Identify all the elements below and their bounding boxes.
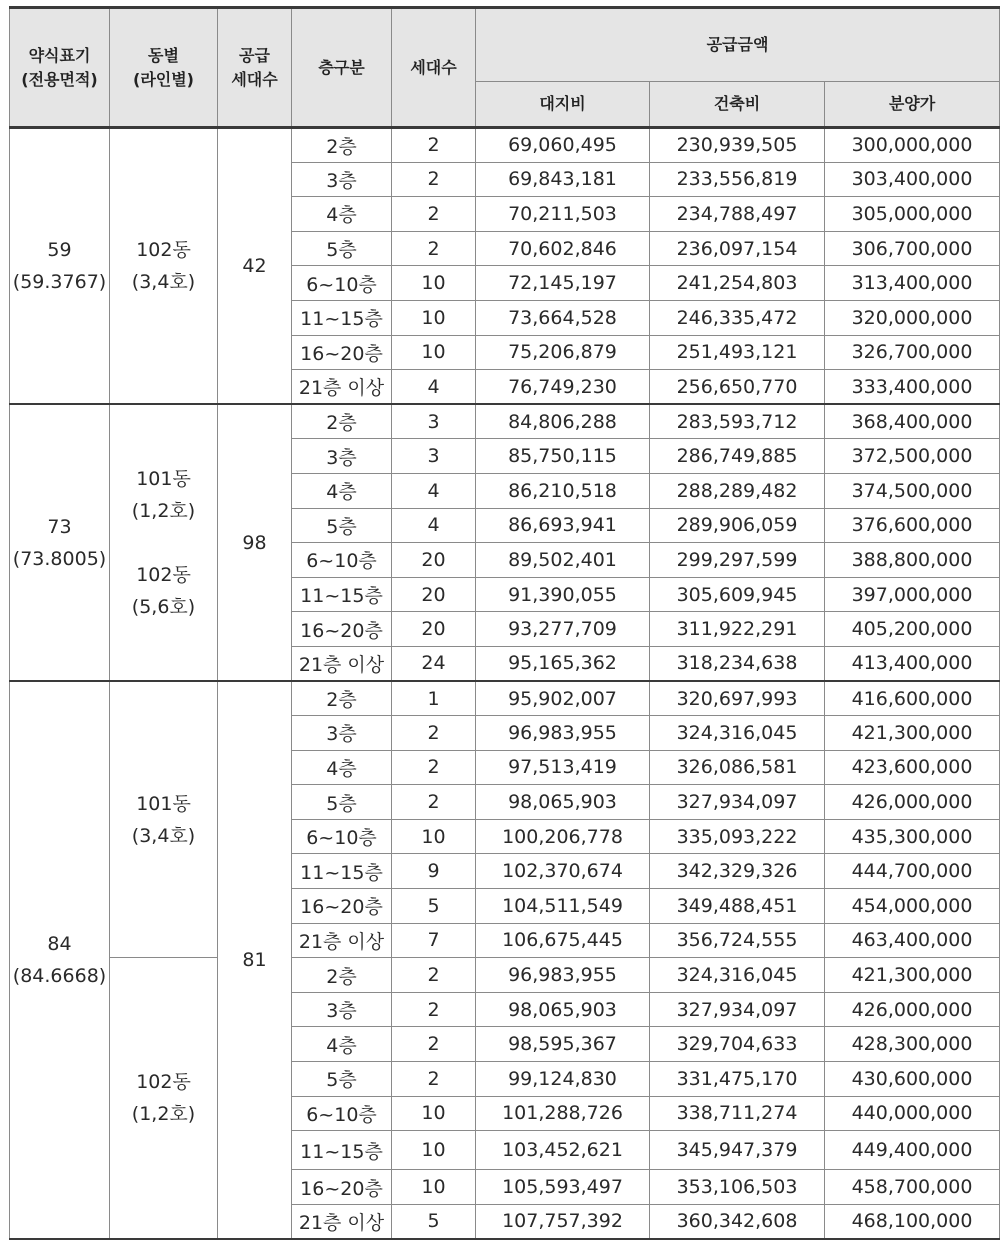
floor-cell: 4층 xyxy=(292,750,392,785)
units-cell: 10 xyxy=(392,1170,476,1205)
units-cell: 5 xyxy=(392,889,476,924)
land-cost-cell: 86,693,941 xyxy=(476,508,650,543)
units-cell: 7 xyxy=(392,923,476,958)
supply-units-cell: 42 xyxy=(218,128,292,405)
floor-cell: 5층 xyxy=(292,508,392,543)
units-cell: 4 xyxy=(392,508,476,543)
building-cost-cell: 241,254,803 xyxy=(650,266,825,301)
floor-cell: 11~15층 xyxy=(292,1131,392,1170)
units-cell: 2 xyxy=(392,750,476,785)
units-cell: 2 xyxy=(392,231,476,266)
building-cost-cell: 230,939,505 xyxy=(650,128,825,163)
building-cost-cell: 246,335,472 xyxy=(650,300,825,335)
table-row xyxy=(10,958,1000,993)
header-supply-amount: 공급금액 xyxy=(476,8,1000,82)
land-cost-cell: 103,452,621 xyxy=(476,1131,650,1170)
land-cost-cell: 95,165,362 xyxy=(476,646,650,681)
floor-cell: 6~10층 xyxy=(292,266,392,301)
building-cost-cell: 338,711,274 xyxy=(650,1096,825,1131)
header-dong: 동별 (라인별) xyxy=(110,8,218,128)
units-cell: 20 xyxy=(392,612,476,647)
floor-cell: 5층 xyxy=(292,1062,392,1097)
building-cost-cell: 289,906,059 xyxy=(650,508,825,543)
units-cell: 5 xyxy=(392,1204,476,1239)
building-cost-cell: 349,488,451 xyxy=(650,889,825,924)
land-cost-cell: 98,595,367 xyxy=(476,1027,650,1062)
sale-price-cell: 413,400,000 xyxy=(825,646,1000,681)
building-cost-cell: 327,934,097 xyxy=(650,992,825,1027)
sale-price-cell: 440,000,000 xyxy=(825,1096,1000,1131)
land-cost-cell: 96,983,955 xyxy=(476,958,650,993)
land-cost-cell: 97,513,419 xyxy=(476,750,650,785)
dong-line-cell: 101동 (3,4호) xyxy=(110,681,218,958)
sale-price-cell: 300,000,000 xyxy=(825,128,1000,163)
sale-price-cell: 421,300,000 xyxy=(825,716,1000,751)
land-cost-cell: 70,211,503 xyxy=(476,197,650,232)
header-floor: 층구분 xyxy=(292,8,392,128)
sale-price-cell: 326,700,000 xyxy=(825,335,1000,370)
dong-line-cell: 101동 (1,2호) 102동 (5,6호) xyxy=(110,404,218,681)
building-cost-cell: 329,704,633 xyxy=(650,1027,825,1062)
land-cost-cell: 89,502,401 xyxy=(476,543,650,578)
sale-price-cell: 435,300,000 xyxy=(825,819,1000,854)
land-cost-cell: 106,675,445 xyxy=(476,923,650,958)
building-cost-cell: 251,493,121 xyxy=(650,335,825,370)
units-cell: 2 xyxy=(392,1027,476,1062)
units-cell: 24 xyxy=(392,646,476,681)
building-cost-cell: 356,724,555 xyxy=(650,923,825,958)
floor-cell: 4층 xyxy=(292,197,392,232)
sale-price-cell: 333,400,000 xyxy=(825,370,1000,405)
units-cell: 9 xyxy=(392,854,476,889)
floor-cell: 2층 xyxy=(292,958,392,993)
floor-cell: 3층 xyxy=(292,162,392,197)
header-land-cost: 대지비 xyxy=(476,82,650,128)
units-cell: 20 xyxy=(392,543,476,578)
sale-price-cell: 306,700,000 xyxy=(825,231,1000,266)
land-cost-cell: 72,145,197 xyxy=(476,266,650,301)
floor-cell: 5층 xyxy=(292,785,392,820)
building-cost-cell: 299,297,599 xyxy=(650,543,825,578)
units-cell: 2 xyxy=(392,1062,476,1097)
floor-cell: 21층 이상 xyxy=(292,1204,392,1239)
units-cell: 20 xyxy=(392,577,476,612)
land-cost-cell: 96,983,955 xyxy=(476,716,650,751)
sale-price-cell: 376,600,000 xyxy=(825,508,1000,543)
land-cost-cell: 101,288,726 xyxy=(476,1096,650,1131)
sale-price-cell: 449,400,000 xyxy=(825,1131,1000,1170)
building-cost-cell: 320,697,993 xyxy=(650,681,825,716)
building-cost-cell: 324,316,045 xyxy=(650,716,825,751)
floor-cell: 21층 이상 xyxy=(292,923,392,958)
header-units: 세대수 xyxy=(392,8,476,128)
sale-price-cell: 430,600,000 xyxy=(825,1062,1000,1097)
building-cost-cell: 331,475,170 xyxy=(650,1062,825,1097)
units-cell: 2 xyxy=(392,128,476,163)
building-cost-cell: 283,593,712 xyxy=(650,404,825,439)
header-supply-units: 공급 세대수 xyxy=(218,8,292,128)
floor-cell: 6~10층 xyxy=(292,543,392,578)
floor-cell: 2층 xyxy=(292,681,392,716)
floor-cell: 16~20층 xyxy=(292,889,392,924)
type-area-cell: 59 (59.3767) xyxy=(10,128,110,405)
sale-price-cell: 372,500,000 xyxy=(825,439,1000,474)
floor-cell: 3층 xyxy=(292,439,392,474)
units-cell: 2 xyxy=(392,958,476,993)
building-cost-cell: 233,556,819 xyxy=(650,162,825,197)
building-cost-cell: 311,922,291 xyxy=(650,612,825,647)
building-cost-cell: 335,093,222 xyxy=(650,819,825,854)
building-cost-cell: 318,234,638 xyxy=(650,646,825,681)
sale-price-cell: 463,400,000 xyxy=(825,923,1000,958)
sale-price-cell: 405,200,000 xyxy=(825,612,1000,647)
table-row xyxy=(10,404,1000,439)
sale-price-cell: 416,600,000 xyxy=(825,681,1000,716)
floor-cell: 16~20층 xyxy=(292,612,392,647)
land-cost-cell: 95,902,007 xyxy=(476,681,650,716)
land-cost-cell: 100,206,778 xyxy=(476,819,650,854)
floor-cell: 11~15층 xyxy=(292,854,392,889)
sale-price-cell: 426,000,000 xyxy=(825,992,1000,1027)
units-cell: 2 xyxy=(392,992,476,1027)
dong-line-cell: 102동 (1,2호) xyxy=(110,958,218,1239)
sale-price-cell: 397,000,000 xyxy=(825,577,1000,612)
units-cell: 3 xyxy=(392,404,476,439)
table-row xyxy=(10,681,1000,716)
building-cost-cell: 327,934,097 xyxy=(650,785,825,820)
units-cell: 1 xyxy=(392,681,476,716)
building-cost-cell: 234,788,497 xyxy=(650,197,825,232)
sale-price-cell: 426,000,000 xyxy=(825,785,1000,820)
floor-cell: 16~20층 xyxy=(292,335,392,370)
land-cost-cell: 76,749,230 xyxy=(476,370,650,405)
floor-cell: 5층 xyxy=(292,231,392,266)
units-cell: 2 xyxy=(392,716,476,751)
type-area-cell: 84 (84.6668) xyxy=(10,681,110,1239)
floor-cell: 11~15층 xyxy=(292,300,392,335)
units-cell: 10 xyxy=(392,1096,476,1131)
land-cost-cell: 69,060,495 xyxy=(476,128,650,163)
sale-price-cell: 421,300,000 xyxy=(825,958,1000,993)
land-cost-cell: 104,511,549 xyxy=(476,889,650,924)
floor-cell: 3층 xyxy=(292,716,392,751)
supply-units-cell: 98 xyxy=(218,404,292,681)
table-body xyxy=(10,128,1000,1239)
units-cell: 2 xyxy=(392,197,476,232)
floor-cell: 11~15층 xyxy=(292,577,392,612)
floor-cell: 4층 xyxy=(292,473,392,508)
sale-price-cell: 368,400,000 xyxy=(825,404,1000,439)
building-cost-cell: 326,086,581 xyxy=(650,750,825,785)
table-header xyxy=(10,8,1000,128)
table-row xyxy=(10,128,1000,163)
building-cost-cell: 360,342,608 xyxy=(650,1204,825,1239)
land-cost-cell: 73,664,528 xyxy=(476,300,650,335)
sale-price-cell: 444,700,000 xyxy=(825,854,1000,889)
sale-price-cell: 313,400,000 xyxy=(825,266,1000,301)
land-cost-cell: 107,757,392 xyxy=(476,1204,650,1239)
floor-cell: 4층 xyxy=(292,1027,392,1062)
sale-price-cell: 305,000,000 xyxy=(825,197,1000,232)
supply-price-table xyxy=(9,6,1000,1240)
building-cost-cell: 286,749,885 xyxy=(650,439,825,474)
sale-price-cell: 374,500,000 xyxy=(825,473,1000,508)
building-cost-cell: 288,289,482 xyxy=(650,473,825,508)
header-building-cost: 건축비 xyxy=(650,82,825,128)
floor-cell: 6~10층 xyxy=(292,1096,392,1131)
land-cost-cell: 99,124,830 xyxy=(476,1062,650,1097)
building-cost-cell: 324,316,045 xyxy=(650,958,825,993)
building-cost-cell: 345,947,379 xyxy=(650,1131,825,1170)
floor-cell: 2층 xyxy=(292,404,392,439)
building-cost-cell: 342,329,326 xyxy=(650,854,825,889)
land-cost-cell: 84,806,288 xyxy=(476,404,650,439)
header-sale-price: 분양가 xyxy=(825,82,1000,128)
land-cost-cell: 98,065,903 xyxy=(476,992,650,1027)
floor-cell: 3층 xyxy=(292,992,392,1027)
land-cost-cell: 85,750,115 xyxy=(476,439,650,474)
header-type: 약식표기 (전용면적) xyxy=(10,8,110,128)
land-cost-cell: 93,277,709 xyxy=(476,612,650,647)
units-cell: 10 xyxy=(392,300,476,335)
type-area-cell: 73 (73.8005) xyxy=(10,404,110,681)
floor-cell: 21층 이상 xyxy=(292,370,392,405)
units-cell: 10 xyxy=(392,266,476,301)
units-cell: 4 xyxy=(392,370,476,405)
sale-price-cell: 458,700,000 xyxy=(825,1170,1000,1205)
land-cost-cell: 98,065,903 xyxy=(476,785,650,820)
land-cost-cell: 75,206,879 xyxy=(476,335,650,370)
building-cost-cell: 305,609,945 xyxy=(650,577,825,612)
dong-line-cell: 102동 (3,4호) xyxy=(110,128,218,405)
sale-price-cell: 423,600,000 xyxy=(825,750,1000,785)
land-cost-cell: 69,843,181 xyxy=(476,162,650,197)
land-cost-cell: 102,370,674 xyxy=(476,854,650,889)
units-cell: 10 xyxy=(392,335,476,370)
floor-cell: 2층 xyxy=(292,128,392,163)
building-cost-cell: 236,097,154 xyxy=(650,231,825,266)
sale-price-cell: 388,800,000 xyxy=(825,543,1000,578)
units-cell: 2 xyxy=(392,162,476,197)
building-cost-cell: 256,650,770 xyxy=(650,370,825,405)
land-cost-cell: 70,602,846 xyxy=(476,231,650,266)
units-cell: 4 xyxy=(392,473,476,508)
building-cost-cell: 353,106,503 xyxy=(650,1170,825,1205)
sale-price-cell: 303,400,000 xyxy=(825,162,1000,197)
land-cost-cell: 91,390,055 xyxy=(476,577,650,612)
supply-units-cell: 81 xyxy=(218,681,292,1239)
floor-cell: 21층 이상 xyxy=(292,646,392,681)
sale-price-cell: 454,000,000 xyxy=(825,889,1000,924)
sale-price-cell: 468,100,000 xyxy=(825,1204,1000,1239)
land-cost-cell: 105,593,497 xyxy=(476,1170,650,1205)
units-cell: 3 xyxy=(392,439,476,474)
units-cell: 10 xyxy=(392,1131,476,1170)
sale-price-cell: 428,300,000 xyxy=(825,1027,1000,1062)
floor-cell: 16~20층 xyxy=(292,1170,392,1205)
floor-cell: 6~10층 xyxy=(292,819,392,854)
units-cell: 10 xyxy=(392,819,476,854)
land-cost-cell: 86,210,518 xyxy=(476,473,650,508)
sale-price-cell: 320,000,000 xyxy=(825,300,1000,335)
units-cell: 2 xyxy=(392,785,476,820)
